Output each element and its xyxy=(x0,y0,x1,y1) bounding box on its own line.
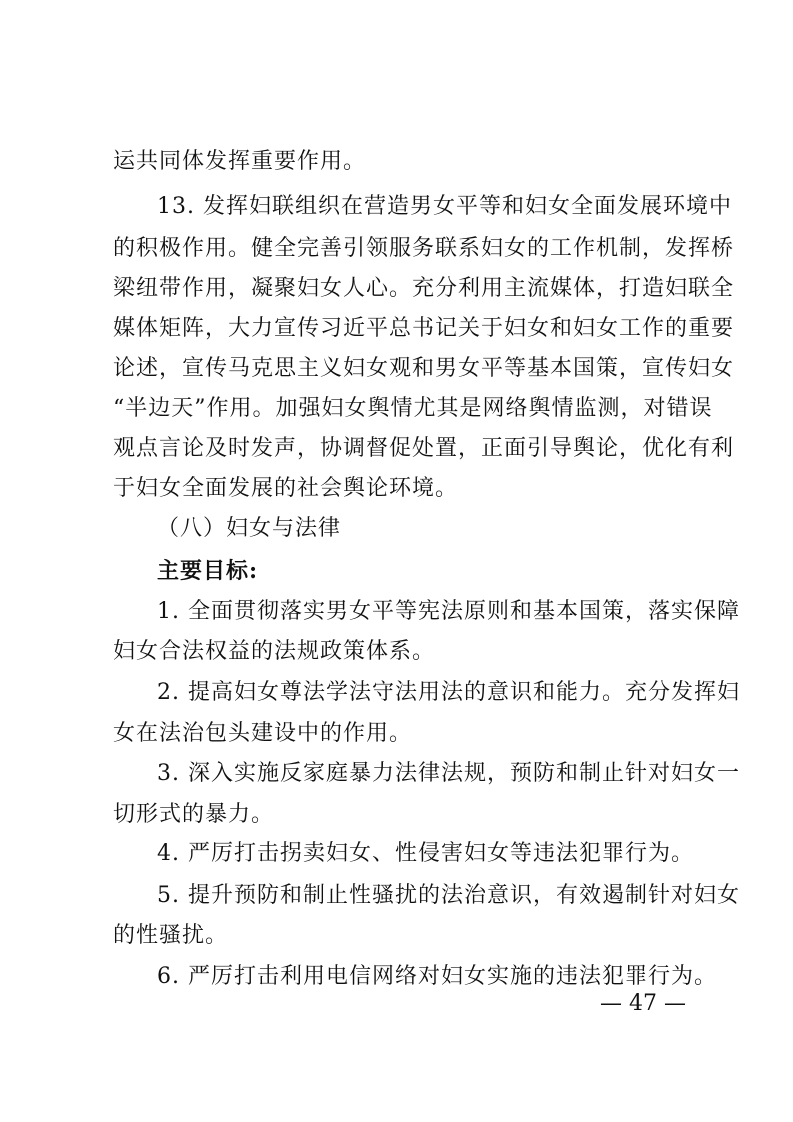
text-line: 5. 提升预防和制止性骚扰的法治意识，有效遏制针对妇女 xyxy=(157,883,740,908)
text-line: 梁纽带作用，凝聚妇女人心。充分利用主流媒体，打造妇联全 xyxy=(113,276,735,301)
text-line: 1. 全面贯彻落实男女平等宪法原则和基本国策，落实保障 xyxy=(157,599,740,624)
text-line: 于妇女全面发展的社会舆论环境。 xyxy=(113,476,459,501)
page-number: — 47 — xyxy=(600,991,686,1016)
text-line: 4. 严厉打击拐卖妇女、性侵害妇女等违法犯罪行为。 xyxy=(157,841,694,866)
text-line: 妇女合法权益的法规政策体系。 xyxy=(113,639,436,664)
text-line: 运共同体发挥重要作用。 xyxy=(113,149,367,174)
text-line: 2. 提高妇女尊法学法守法用法的意识和能力。充分发挥妇 xyxy=(157,680,740,705)
text-line: 的积极作用。健全完善引领服务联系妇女的工作机制，发挥桥 xyxy=(113,236,735,261)
text-line: “半边天”作用。加强妇女舆情尤其是网络舆情监测，对错误 xyxy=(113,396,713,421)
text-line: 切形式的暴力。 xyxy=(113,802,275,827)
subsection-heading: 主要目标: xyxy=(157,558,259,584)
text-line: 媒体矩阵，大力宣传习近平总书记关于妇女和妇女工作的重要 xyxy=(113,316,735,341)
text-line: 观点言论及时发声，协调督促处置，正面引导舆论，优化有利 xyxy=(113,436,735,461)
text-line: 3. 深入实施反家庭暴力法律法规，预防和制止针对妇女一 xyxy=(157,761,740,786)
text-line: 的性骚扰。 xyxy=(113,923,229,948)
text-line: 13. 发挥妇联组织在营造男女平等和妇女全面发展环境中 xyxy=(157,194,732,219)
text-line: 女在法治包头建设中的作用。 xyxy=(113,721,413,746)
text-line: 论述，宣传马克思主义妇女观和男女平等基本国策，宣传妇女 xyxy=(113,356,735,381)
section-heading: （八）妇女与法律 xyxy=(157,516,342,541)
text-line: 6. 严厉打击利用电信网络对妇女实施的违法犯罪行为。 xyxy=(157,964,717,989)
